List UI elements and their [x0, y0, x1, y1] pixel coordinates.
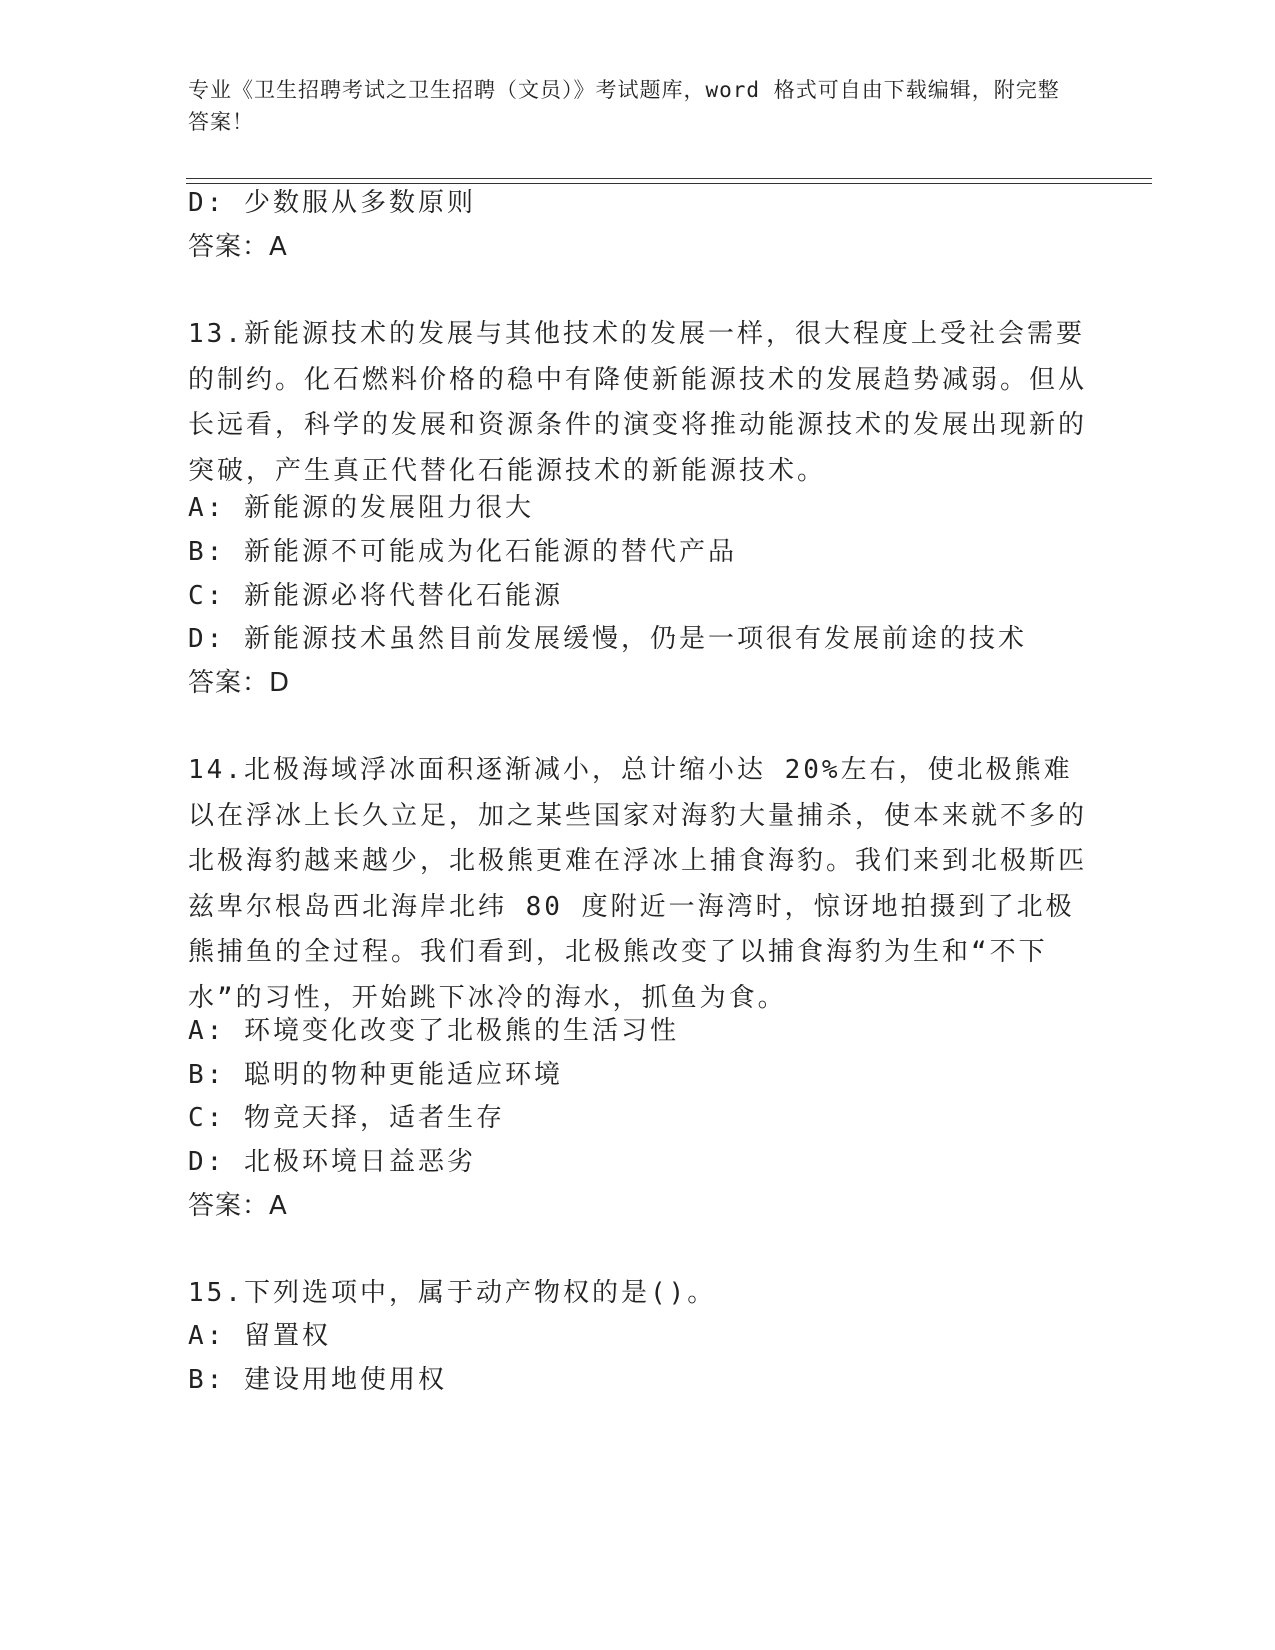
document-header: 专业《卫生招聘考试之卫生招聘（文员）》考试题库，word 格式可自由下载编辑，附完整答案！ [188, 78, 1060, 134]
header-rule-top [186, 178, 1152, 179]
question-14-option-d: D: 北极环境日益恶劣 [188, 1147, 476, 1177]
question-13-answer: 答案：D [188, 668, 291, 698]
question-15-option-a: A: 留置权 [188, 1321, 331, 1351]
question-15-option-b: B: 建设用地使用权 [188, 1365, 447, 1395]
question-13-option-c: C: 新能源必将代替化石能源 [188, 581, 563, 611]
prev-answer: 答案：A [188, 232, 288, 262]
question-14-answer: 答案：A [188, 1191, 288, 1221]
prev-option-d: D: 少数服从多数原则 [188, 188, 476, 218]
question-14-option-c: C: 物竞天择，适者生存 [188, 1103, 505, 1133]
question-13-stem: 13.新能源技术的发展与其他技术的发展一样，很大程度上受社会需要的制约。化石燃料价格的稳中有降使新能源技术的发展趋势减弱。但从长远看，科学的发展和资源条件的演变将推动能源技术的发展出现新的突破，产生真正代替化石能源技术的新能源技术。 [188, 319, 1088, 486]
question-14-option-a: A: 环境变化改变了北极熊的生活习性 [188, 1016, 679, 1046]
question-14-stem: 14.北极海域浮冰面积逐渐减小，总计缩小达 20%左右，使北极熊难以在浮冰上长久立足，加之某些国家对海豹大量捕杀，使本来就不多的北极海豹越来越少，北极熊更难在浮冰上捕食海豹。我们来到北极斯匹兹卑尔根岛西北海岸北纬 80 度附近一海湾时，惊讶地拍摄到了北极熊捕鱼的全过程。我们看到，北极熊改变了以捕食海豹为生和“不下水”的习性，开始跳下冰冷的海水，抓鱼为食。 [188, 755, 1088, 1013]
question-13-option-a: A: 新能源的发展阻力很大 [188, 493, 534, 523]
question-15-stem: 15.下列选项中，属于动产物权的是()。 [188, 1278, 717, 1308]
question-13-option-b: B: 新能源不可能成为化石能源的替代产品 [188, 537, 737, 567]
question-14-option-b: B: 聪明的物种更能适应环境 [188, 1060, 563, 1090]
question-13-option-d: D: 新能源技术虽然目前发展缓慢，仍是一项很有发展前途的技术 [188, 624, 1027, 654]
